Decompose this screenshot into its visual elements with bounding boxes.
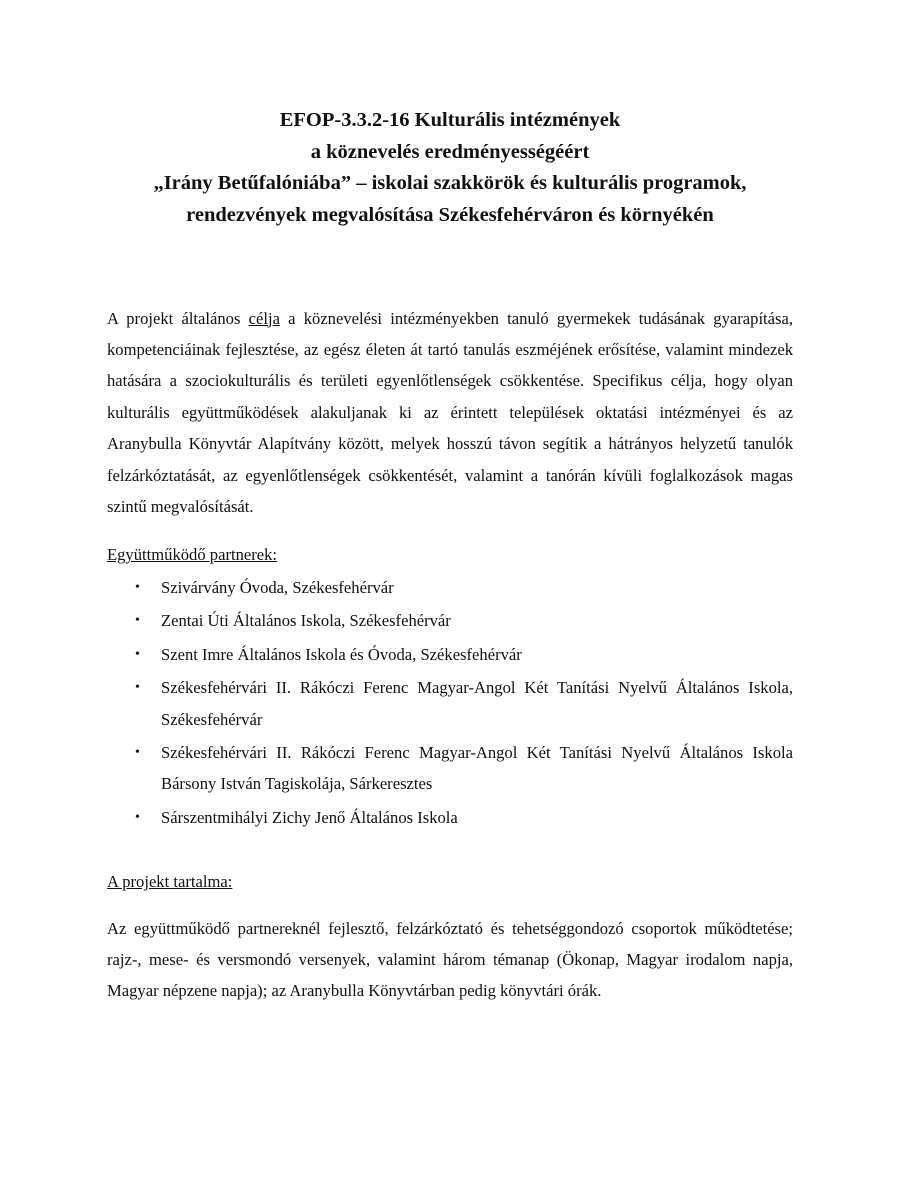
intro-text-start: A projekt általános (107, 308, 249, 328)
content-paragraph: Az együttműködő partnereknél fejlesztő, felzárkóztató és tehetséggondozó csoportok működtetése; rajz-, mese- és versmondó versenyek, valamint három témanap (Ökonap, Magyar irodalom napja, Magyar népzene napja); az Aranybulla Könyvtárban pedig könyvtári órák. (107, 918, 793, 1001)
underlined-word: célja (248, 308, 280, 328)
bullet-icon: • (135, 613, 140, 629)
partners-heading: Együttműködő partnerek: (107, 545, 278, 564)
bullet-icon: • (135, 809, 140, 825)
partner-name: Szent Imre Általános Iskola és Óvoda, Székesfehérvár (161, 644, 522, 664)
intro-text-rest: a köznevelési intézményekben tanuló gyermekek tudásának gyarapítása, kompetenciáinak fejlesztése, az egész életen át tartó tanulás eszméjének erősítése, valamint mindezek hatására a szociokulturális és területi egyenlőtlenségek csökkentése. Specifikus célja, hogy olyan kulturális együttműködések alakuljanak ki az érintett települések oktatási intézményei és az Aranybulla Könyvtár Alapítvány között, melyek hosszú távon segítik a hátrányos helyzetű tanulók felzárkóztatását, az egyenlőtlenségek csökkentését, valamint a tanórán kívüli foglalkozások magas szintű megvalósítását. (107, 308, 793, 517)
partner-name: Székesfehérvári II. Rákóczi Ferenc Magyar-Angol Két Tanítási Nyelvű Általános Iskola, Székesfehérvár (161, 678, 793, 729)
bullet-icon: • (135, 680, 140, 696)
list-item (107, 737, 793, 800)
list-item (107, 572, 793, 603)
partner-name: Székesfehérvári II. Rákóczi Ferenc Magyar-Angol Két Tanítási Nyelvű Általános Iskola Bársony István Tagiskolája, Sárkeresztes (161, 743, 793, 794)
intro-paragraph (107, 303, 793, 523)
title-line: EFOP-3.3.2-16 Kulturális intézmények (279, 109, 621, 131)
partners-list (107, 572, 793, 835)
list-item (107, 605, 793, 636)
content-heading: A projekt tartalma: (107, 872, 233, 891)
title-line: rendezvények megvalósítása Székesfehérváron és környékén (186, 203, 714, 226)
list-item (107, 802, 793, 833)
partner-name: Szivárvány Óvoda, Székesfehérvár (161, 578, 394, 597)
bullet-icon: • (135, 745, 140, 761)
title-line: a köznevelés eredményességéért (310, 140, 590, 163)
list-item (107, 639, 793, 670)
list-item (107, 672, 793, 735)
bullet-icon: • (135, 580, 140, 595)
partner-name: Sárszentmihályi Zichy Jenő Általános Iskola (161, 807, 458, 827)
document-title (100, 105, 800, 231)
partner-name: Zentai Úti Általános Iskola, Székesfehérvár (161, 611, 451, 631)
bullet-icon: • (135, 646, 140, 662)
title-line: „Irány Betűfalóniába” – iskolai szakkörök és kulturális programok, (153, 172, 747, 194)
